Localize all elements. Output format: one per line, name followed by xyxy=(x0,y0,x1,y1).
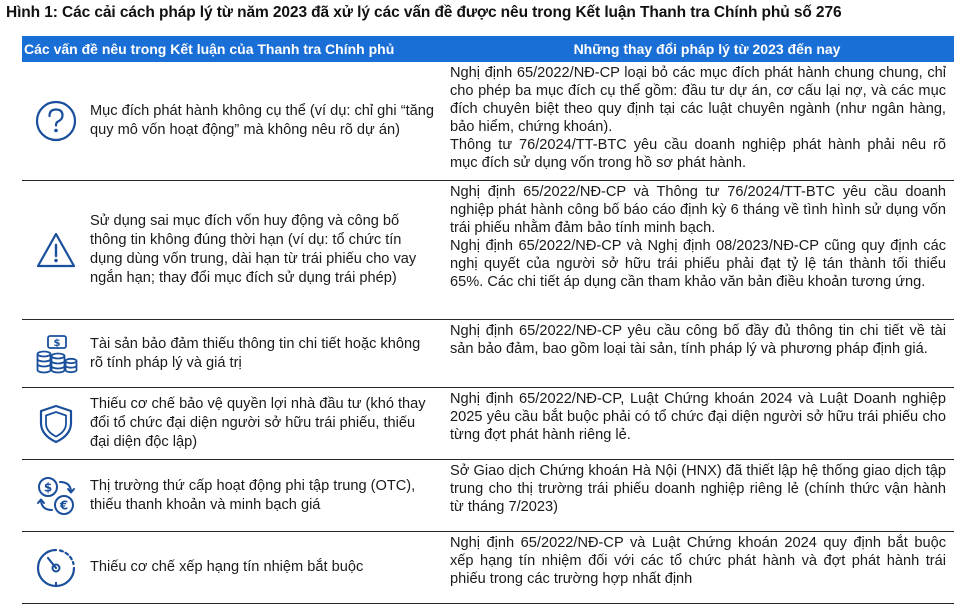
svg-text:$: $ xyxy=(43,480,53,494)
change-paragraph: Nghị định 65/2022/NĐ-CP và Nghị định 08/2023/NĐ-CP cũng quy định các nghị quyết của người sở hữu trái phiếu phải đạt tỷ lệ tán thành tối thiểu 65%. Các chi tiết áp dụng cần tham khảo văn bản điều khoản tương ứng. xyxy=(450,238,946,290)
change-paragraph: Nghị định 65/2022/NĐ-CP và Thông tư 76/2024/TT-BTC yêu cầu doanh nghiệp phát hành công bố báo cáo định kỳ 6 tháng về tình hình sử dụng vốn trái phiếu nhằm đảm bảo tính minh bạch. xyxy=(450,184,946,236)
change-paragraph: Nghị định 65/2022/NĐ-CP yêu cầu công bố đầy đủ thông tin chi tiết về tài sản bảo đảm, bao gồm loại tài sản, tính pháp lý và phương pháp định giá. xyxy=(450,323,946,357)
change-paragraph: Nghị định 65/2022/NĐ-CP và Luật Chứng khoán 2024 quy định bắt buộc xếp hạng tín nhiệm đối với các tổ chức phát hành và đợt phát hành trái phiếu trong các trường hợp nhất định xyxy=(450,535,946,587)
table-header xyxy=(22,36,954,62)
table-row xyxy=(22,460,954,532)
change-text xyxy=(444,460,954,531)
table-row xyxy=(22,532,954,604)
change-paragraph: Thông tư 76/2024/TT-BTC yêu cầu doanh nghiệp phát hành phải nêu rõ mục đích sử dụng vốn trong hồ sơ phát hành. xyxy=(450,137,946,171)
question-circle-icon xyxy=(22,62,90,180)
issue-text: Thị trường thứ cấp hoạt động phi tập trung (OTC), thiếu thanh khoản và minh bạch giá xyxy=(90,477,416,513)
issue-text: Thiếu cơ chế bảo vệ quyền lợi nhà đầu tư (khó thay đổi tổ chức đại diện người sở hữu trái phiếu, thiếu đại diện độc lập) xyxy=(90,396,426,450)
issue-text: Tài sản bảo đảm thiếu thông tin chi tiết hoặc không rõ tính pháp lý và giá trị xyxy=(90,335,421,371)
shield-icon xyxy=(22,388,90,459)
change-paragraph: Nghị định 65/2022/NĐ-CP loại bỏ các mục đích phát hành chung chung, chỉ cho phép ba mục đích cụ thể gồm: đầu tư dự án, cơ cấu lại nợ, và các mục đích chuyên biệt theo quy định tại các luật chuyên ngành (như ngân hàng, bảo hiểm, chứng khoán). xyxy=(450,65,946,135)
table-row xyxy=(22,62,954,181)
gauge-icon xyxy=(22,532,90,603)
currency-exchange-icon xyxy=(22,460,90,531)
header-issues: Các vấn đề nêu trong Kết luận của Thanh tra Chính phủ xyxy=(24,41,395,57)
table-row xyxy=(22,388,954,460)
change-text xyxy=(444,181,954,319)
coins-stack-icon xyxy=(22,320,90,387)
change-paragraph: Nghị định 65/2022/NĐ-CP, Luật Chứng khoán 2024 và Luật Doanh nghiệp 2025 yêu cầu bắt buộc phải có tổ chức đại diện người sở hữu trái phiếu cho từng đợt phát hành riêng lẻ. xyxy=(450,391,946,443)
table-row xyxy=(22,181,954,320)
issue-text: Mục đích phát hành không cụ thể (ví dụ: chỉ ghi “tăng quy mô vốn hoạt động” mà không nêu rõ dự án) xyxy=(90,103,434,138)
reforms-table xyxy=(22,36,954,604)
table-row xyxy=(22,320,954,388)
figure-title: Hình 1: Các cải cách pháp lý từ năm 2023 đã xử lý các vấn đề được nêu trong Kết luận Thanh tra Chính phủ số 276 xyxy=(6,4,842,21)
issue-text: Thiếu cơ chế xếp hạng tín nhiệm bắt buộc xyxy=(90,559,364,575)
header-changes: Những thay đổi pháp lý từ 2023 đến nay xyxy=(573,41,841,57)
svg-text:$: $ xyxy=(53,337,61,349)
change-paragraph: Sở Giao dịch Chứng khoán Hà Nội (HNX) đã thiết lập hệ thống giao dịch tập trung cho thị trường trái phiếu doanh nghiệp riêng lẻ (chính thức vận hành từ tháng 7/2023) xyxy=(450,463,946,515)
svg-text:€: € xyxy=(59,498,69,512)
change-text xyxy=(444,62,954,180)
issue-text: Sử dụng sai mục đích vốn huy động và công bố thông tin không đúng thời hạn (ví dụ: tổ chức tín dụng dùng vốn trung, dài hạn từ trái phiếu cho vay ngắn hạn; thay đổi mục đích sử dụng trái phép) xyxy=(90,213,417,286)
change-text xyxy=(444,320,954,387)
change-text xyxy=(444,388,954,459)
change-text xyxy=(444,532,954,603)
warning-triangle-icon xyxy=(22,181,90,319)
